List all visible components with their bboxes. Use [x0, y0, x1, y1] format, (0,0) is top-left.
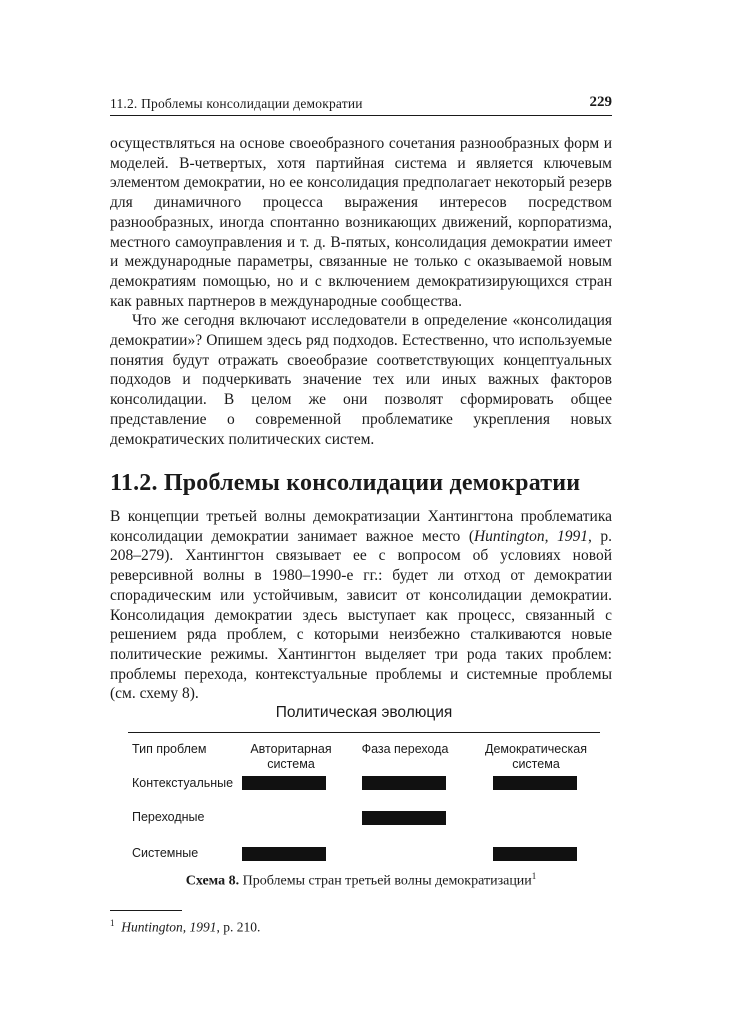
bar-systemic-authoritarian	[242, 847, 326, 861]
caption-label: Схема 8.	[185, 873, 240, 889]
figure-rule	[128, 732, 600, 733]
figure-caption	[110, 871, 612, 890]
footnote-marker: 1	[110, 918, 115, 928]
bar-contextual-transition	[362, 776, 446, 790]
paragraph-3	[110, 507, 612, 704]
column-header-type: Тип проблем	[132, 742, 207, 756]
body-text-top	[110, 134, 612, 449]
citation-huntington: Huntington, 1991	[473, 527, 588, 545]
footnote-rest: , p. 210.	[216, 919, 261, 935]
caption-text: Проблемы стран третьей волны демократизации	[239, 873, 532, 889]
bar-transitional-transition	[362, 811, 446, 825]
paragraph-3-part-b: , p. 208–279). Хантингтон связывает ее с вопросом об условиях новой реверсивной волны в 1980–1990-е гг.: будет ли отход от демократии спорадическим или устойчивым, зависит от консолидации демократии. Консолидация демократии здесь выступает как процесс, связанный с решением ряда проблем, с которыми неизбежно сталкиваются новые политические режимы. Хантингтон выделяет три рода таких проблем: проблемы перехода, контекстуальные проблемы и системные проблемы (см. схему 8).	[110, 527, 612, 703]
bar-systemic-democratic	[493, 847, 577, 861]
footnote-rule	[110, 910, 182, 911]
figure-title: Политическая эволюция	[275, 704, 453, 721]
column-header-transition: Фаза перехода	[361, 742, 449, 756]
caption-footnote-ref: 1	[531, 871, 537, 881]
paragraph-2: Что же сегодня включают исследователи в определение «консолидация демократии»? Опишем здесь ряд подходов. Естественно, что используемые понятия будут отражать своеобразие соответствующих концептуальных подходов и подчеркивать значение тех или иных важных факторов консолидации. В целом же они позволят сформировать общее представление о современной проблематике укрепления новых демократических политических систем.	[110, 312, 612, 448]
column-header-authoritarian: Авторитарная система	[250, 742, 332, 771]
row-label-contextual: Контекстуальные	[132, 776, 234, 790]
body-text-section	[110, 507, 612, 704]
footnote-citation: Huntington, 1991	[121, 919, 217, 935]
bar-contextual-democratic	[493, 776, 577, 790]
paragraph-1: осуществляться на основе своеобразного сочетания разнообразных форм и моделей. В-четвертых, хотя партийная система и является ключевым элементом демократии, но ее консолидация предполагает некоторый резерв для динамичного процесса выражения интересов посредством разнообразных, иногда спонтанно возникающих движений, корпоратизма, местного самоуправления и т. д. В-пятых, консолидация демократии имеет и международные параметры, связанные не только с оказываемой новым демократиям помощью, но и с включением демократизирующихся стран как равных партнеров в международные сообщества.	[110, 135, 612, 310]
page-number: 229	[589, 94, 612, 110]
running-header-title: 11.2. Проблемы консолидации демократии	[110, 96, 363, 111]
row-label-systemic: Системные	[132, 846, 199, 860]
column-header-democratic: Демократическая система	[485, 742, 587, 771]
row-label-transitional: Переходные	[132, 810, 205, 824]
footnote	[110, 918, 260, 936]
scheme-8-figure	[128, 704, 600, 874]
bar-contextual-authoritarian	[242, 776, 326, 790]
header-rule	[110, 115, 612, 116]
running-header	[110, 94, 612, 116]
section-heading: 11.2. Проблемы консолидации демократии	[110, 470, 581, 496]
paragraph-3-part-a: В концепции третьей волны демократизации Хантингтона проблематика консолидации демократии занимает важное место (	[110, 508, 612, 545]
